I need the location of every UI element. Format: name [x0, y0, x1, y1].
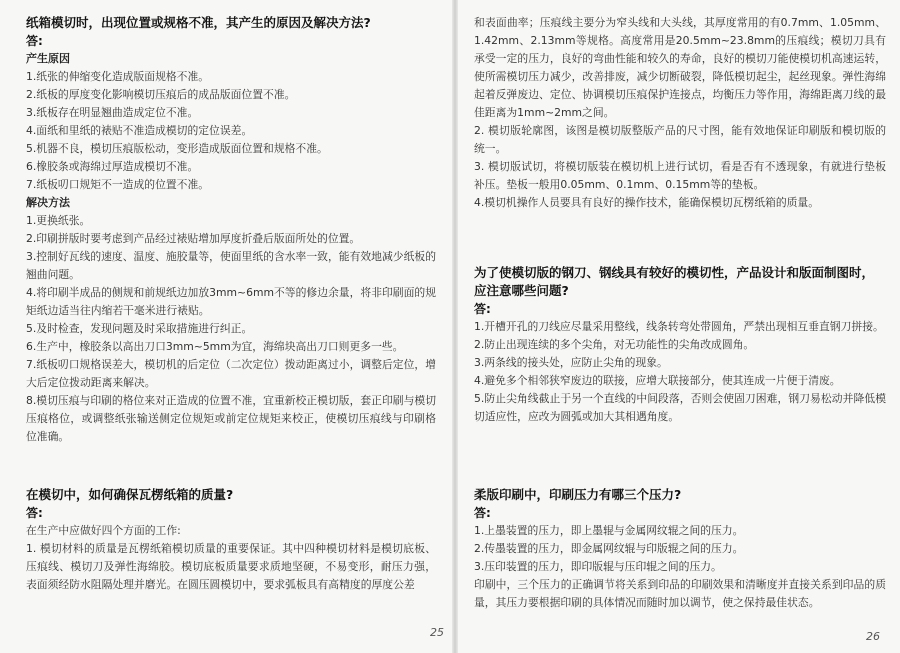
answer-item: 2.防止出现连续的多个尖角，对无功能性的尖角改成圆角。	[474, 338, 755, 351]
page-number: 25	[430, 626, 444, 639]
cause-item: 3.纸板存在明显翘曲造成定位不准。	[26, 106, 199, 119]
answer-summary: 印刷中，三个压力的正确调节将关系到印品的印刷效果和清晰度并直接关系到印品的质量，其压力要根据印刷的具体情况而随时加以调节，使之保持最佳状态。	[474, 578, 886, 609]
cause-item: 4.面纸和里纸的裱贴不准造成模切的定位误差。	[26, 124, 253, 137]
answer-item: 2.传墨装置的压力，即金属网纹辊与印版辊之间的压力。	[474, 542, 744, 555]
solution-item: 3.控制好瓦线的速度、温度、施胶量等，使面里纸的含水率一致，能有效地减少纸板的翘曲问题。	[26, 250, 436, 281]
solution-item: 1.更换纸张。	[26, 214, 91, 227]
solution-item: 5.及时检查，发现问题及时采取措施进行纠正。	[26, 322, 253, 335]
answer-label: 答:	[26, 506, 43, 520]
question-title: 纸箱模切时，出现位置或规格不准，其产生的原因及解决方法?	[26, 15, 371, 30]
intro-text: 在生产中应做好四个方面的工作:	[26, 524, 181, 537]
cause-item: 6.橡胶条或海绵过厚造成模切不准。	[26, 160, 199, 173]
solution-item: 6.生产中，橡胶条以高出刀口3mm~5mm为宜，海绵块高出刀口则更多一些。	[26, 340, 404, 353]
cause-item: 7.纸板叨口规矩不一造成的位置不准。	[26, 178, 210, 191]
solutions-heading: 解决方法	[26, 196, 70, 209]
right-page	[458, 0, 900, 653]
answer-item: 1.开槽开孔的刀线应尽量采用整线，线条转弯处带圆角，严禁出现相互垂直钢刀拼接。	[474, 320, 884, 333]
answer-item: 3.两条线的接头处，应防止尖角的现象。	[474, 356, 668, 369]
answer-paragraph: 2. 模切版轮廓图，该图是模切版整版产品的尺寸图，能有效地保证印刷版和模切版的统一。	[474, 124, 886, 155]
solution-item: 8.模切压痕与印刷的格位来对正造成的位置不准，宜重新校正模切版，套正印刷与模切压痕格位，或调整纸张输送侧定位规矩或前定位规矩来校正，使模切压痕线与印刷格位准确。	[26, 394, 436, 443]
answer-paragraph: 3. 模切版试切，将模切版装在模切机上进行试切，看是否有不透现象，有就进行垫板补压。垫板一般用0.05mm、0.1mm、0.15mm等的垫板。	[474, 160, 886, 191]
causes-heading: 产生原因	[26, 52, 70, 65]
solution-item: 4.将印刷半成品的侧规和前规纸边加放3mm~6mm不等的修边余量，将非印刷面的规矩纸边适当往内缩若干毫米进行裱贴。	[26, 286, 436, 317]
cause-item: 2.纸板的厚度变化影响模切压痕后的成品版面位置不准。	[26, 88, 296, 101]
cause-item: 5.机器不良，模切压痕版松动，变形造成版面位置和规格不准。	[26, 142, 328, 155]
question-title: 在模切中，如何确保瓦楞纸箱的质量?	[26, 487, 234, 502]
question-title: 为了使模切版的钢刀、钢线具有较好的模切性，产品设计和版面制图时，应注意哪些问题?	[474, 265, 875, 298]
answer-label: 答:	[26, 34, 43, 48]
answer-item: 4.避免多个相邻狭窄废边的联接，应增大联接部分，使其连成一片便于清废。	[474, 374, 841, 387]
answer-paragraph: 1. 模切材料的质量是瓦楞纸箱模切质量的重要保证。其中四种模切材料是模切底板、压痕线、模切刀及弹性海绵胶。模切底板质量要求质地坚硬，不易变形，耐压力强，表面须经防水阻隔处理并磨光。在圆压圆模切中，要求弧板具有高精度的厚度公差	[26, 542, 436, 591]
solution-item: 7.纸板叨口规格误差大，模切机的后定位（二次定位）拨动距离过小，调整后定位，增大后定位拨动距离来解决。	[26, 358, 436, 389]
answer-paragraph: 和表面曲率；压痕线主要分为窄头线和大头线，其厚度常用的有0.7mm、1.05mm、1.42mm、2.13mm等规格。高度常用是20.5mm~23.8mm的压痕线；模切刀具有承受一定的压力，良好的弯曲性能和较久的寿命，良好的模切刀能使模切机高速运转，使所需模切压力减少，改善排废，减少切断破裂，降低模切起尘，起丝现象。弹性海绵起着反弹废边、定位、协调模切压痕保护连接点，均衡压力等作用，海绵距离刀线的最佳距离为1mm~2mm之间。	[474, 16, 886, 119]
answer-item: 5.防止尖角线截止于另一个直线的中间段落，否则会使固刀困难，钢刀易松动并降低模切适应性，应改为圆弧或加大其相遇角度。	[474, 392, 886, 423]
question-title: 柔版印刷中，印刷压力有哪三个压力?	[474, 487, 682, 502]
answer-label: 答:	[474, 506, 491, 520]
page-number: 26	[866, 630, 880, 643]
answer-item: 3.压印装置的压力，即印版辊与压印辊之间的压力。	[474, 560, 722, 573]
answer-item: 1.上墨装置的压力，即上墨辊与金属网纹辊之间的压力。	[474, 524, 744, 537]
answer-label: 答:	[474, 302, 491, 316]
cause-item: 1.纸张的伸缩变化造成版面规格不准。	[26, 70, 210, 83]
solution-item: 2.印刷拼版时要考虑到产品经过裱贴增加厚度折叠后版面所处的位置。	[26, 232, 361, 245]
answer-paragraph: 4.模切机操作人员要具有良好的操作技术，能确保模切瓦楞纸箱的质量。	[474, 196, 820, 209]
